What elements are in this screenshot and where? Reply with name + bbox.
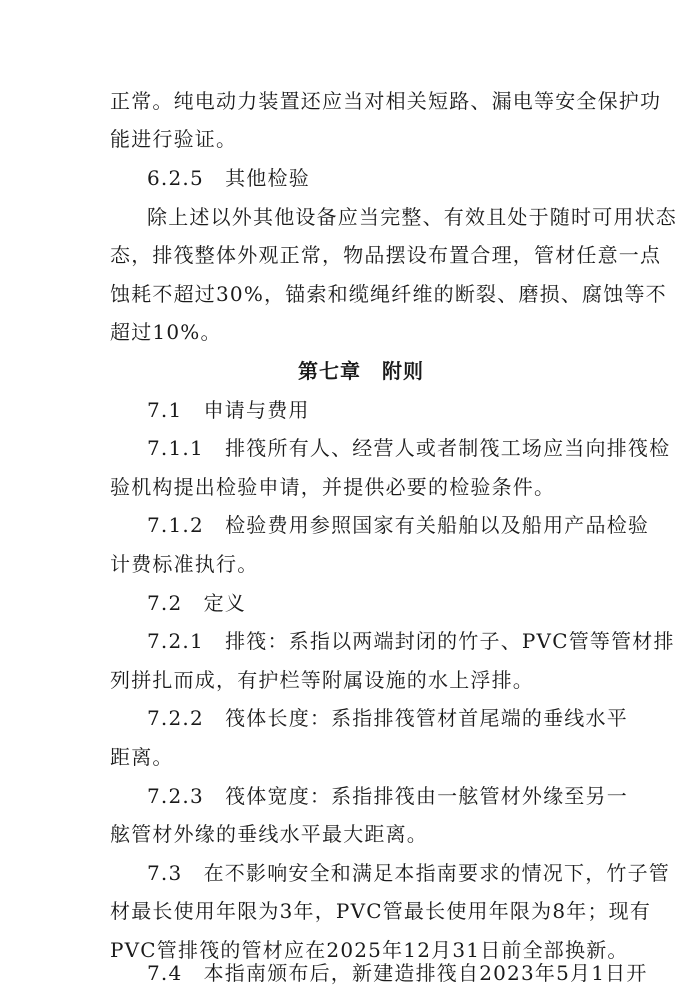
body-line: 除上述以外其他设备应当完整、有效且处于随时可用状态 xyxy=(147,205,677,229)
section-heading: 7.1 申请与费用 xyxy=(147,398,310,422)
body-line: 7.4 本指南颁布后，新建造排筏自2023年5月1日开 xyxy=(147,961,648,985)
body-line: 7.1.2 检验费用参照国家有关船舶以及船用产品检验 xyxy=(147,513,650,537)
body-line: 材最长使用年限为3年，PVC管最长使用年限为8年；现有 xyxy=(110,899,652,923)
body-line: 7.3 在不影响安全和满足本指南要求的情况下，竹子管 xyxy=(147,861,671,885)
body-line: 7.2.2 筏体长度：系指排筏管材首尾端的垂线水平 xyxy=(147,706,628,730)
body-line: 7.2.1 排筏：系指以两端封闭的竹子、PVC管等管材排 xyxy=(147,629,675,653)
body-line: 能进行验证。 xyxy=(110,127,238,151)
body-line: 验机构提出检验申请，并提供必要的检验条件。 xyxy=(110,475,556,499)
body-line: 态，排筏整体外观正常，物品摆设布置合理，管材任意一点 xyxy=(110,243,662,267)
body-line: 舷管材外缘的垂线水平最大距离。 xyxy=(110,822,428,846)
body-line: 7.2.3 筏体宽度：系指排筏由一舷管材外缘至另一 xyxy=(147,784,628,808)
body-line: 计费标准执行。 xyxy=(110,552,259,576)
section-heading: 6.2.5 其他检验 xyxy=(147,166,310,190)
body-line: 超过10%。 xyxy=(110,320,222,344)
body-line: 距离。 xyxy=(110,745,174,769)
section-heading: 7.2 定义 xyxy=(147,591,247,615)
body-line: PVC管排筏的管材应在2025年12月31日前全部换新。 xyxy=(110,938,629,962)
body-line: 正常。纯电动力装置还应当对相关短路、漏电等安全保护功 xyxy=(110,89,662,113)
chapter-title: 第七章 附则 xyxy=(298,359,424,383)
body-line: 列拼扎而成，有护栏等附属设施的水上浮排。 xyxy=(110,668,534,692)
body-line: 蚀耗不超过30%，锚索和缆绳纤维的断裂、磨损、腐蚀等不 xyxy=(110,282,667,306)
body-line: 7.1.1 排筏所有人、经营人或者制筏工场应当向排筏检 xyxy=(147,436,671,460)
